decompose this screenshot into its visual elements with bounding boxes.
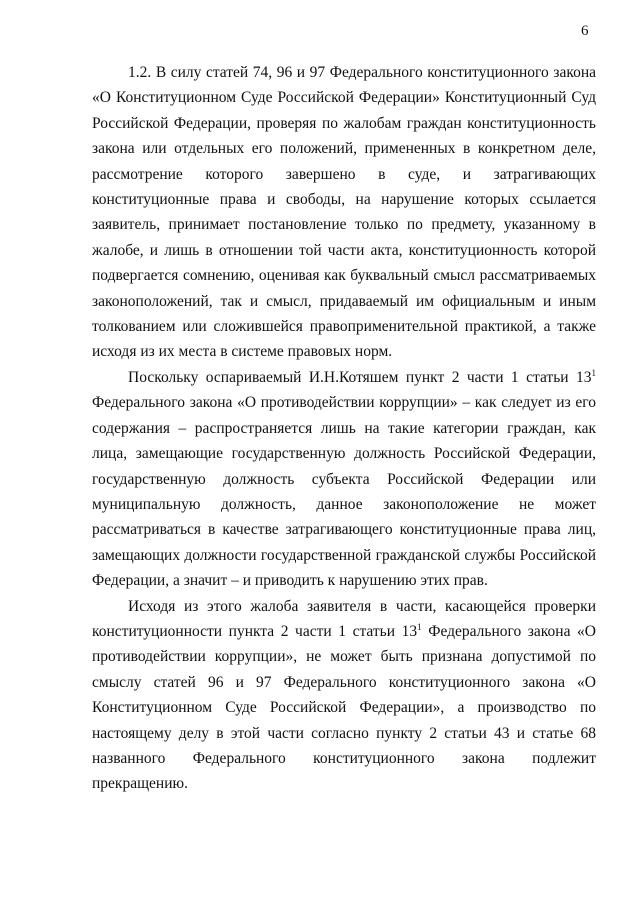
- paragraph-text-continued: Федерального закона «О противодействии коррупции» – как следует из его содержания – распространяется лишь на такие категории граждан, как лица, замещающие государственную должность Российской Федерации, государственную должность субъекта Российской Федерации или муниципальную должность, данное законоположение не может рассматриваться в качестве затрагивающего конституционные права лиц, замещающих должности государственной гражданской службы Российской Федерации, а значит – и приводить к нарушению этих прав.: [92, 394, 596, 590]
- document-body: [92, 60, 596, 797]
- article-superscript: 1: [417, 621, 422, 632]
- paragraph-text: Поскольку оспариваемый И.Н.Котяшем пункт 2 части 1 статьи 13: [128, 368, 592, 386]
- paragraph-1-2-scope-of-review: [92, 60, 596, 365]
- paragraph-contested-provision: [92, 365, 596, 594]
- paragraph-text: 1.2. В силу статей 74, 96 и 97 Федерального конституционного закона «О Конституционном Суде Российской Федерации» Конституционный Суд Российской Федерации, проверяя по жалобам граждан конституционность закона или отдельных его положений, примененных в конкретном деле, рассмотрение которого завершено в суде, и затрагивающих конституционные права и свободы, на нарушение которых ссылается заявитель, принимает постановление только по предмету, указанному в жалобе, и лишь в отношении той части акта, конституционность которой подвергается сомнению, оценивая как буквальный смысл рассматриваемых законоположений, так и смысл, придаваемый им официальным и иным толкованием или сложившейся правоприменительной практикой, а также исходя из их места в системе правовых норм.: [92, 64, 596, 361]
- page-number: 6: [581, 23, 589, 39]
- paragraph-text-continued: Федерального закона «О противодействии коррупции», не может быть признана допустимой по смыслу статей 96 и 97 Федерального конституционного закона «О Конституционном Суде Российской Федерации», а производство по настоящему делу в этой части согласно пункту 2 статьи 43 и статье 68 названного Федерального конституционного закона подлежит прекращению.: [92, 622, 596, 793]
- paragraph-text: Исходя из этого жалоба заявителя в части, касающейся проверки конституционности пункта 2 части 1 статьи 13: [92, 597, 596, 640]
- article-superscript: 1: [591, 367, 596, 378]
- paragraph-conclusion-termination: [92, 594, 596, 797]
